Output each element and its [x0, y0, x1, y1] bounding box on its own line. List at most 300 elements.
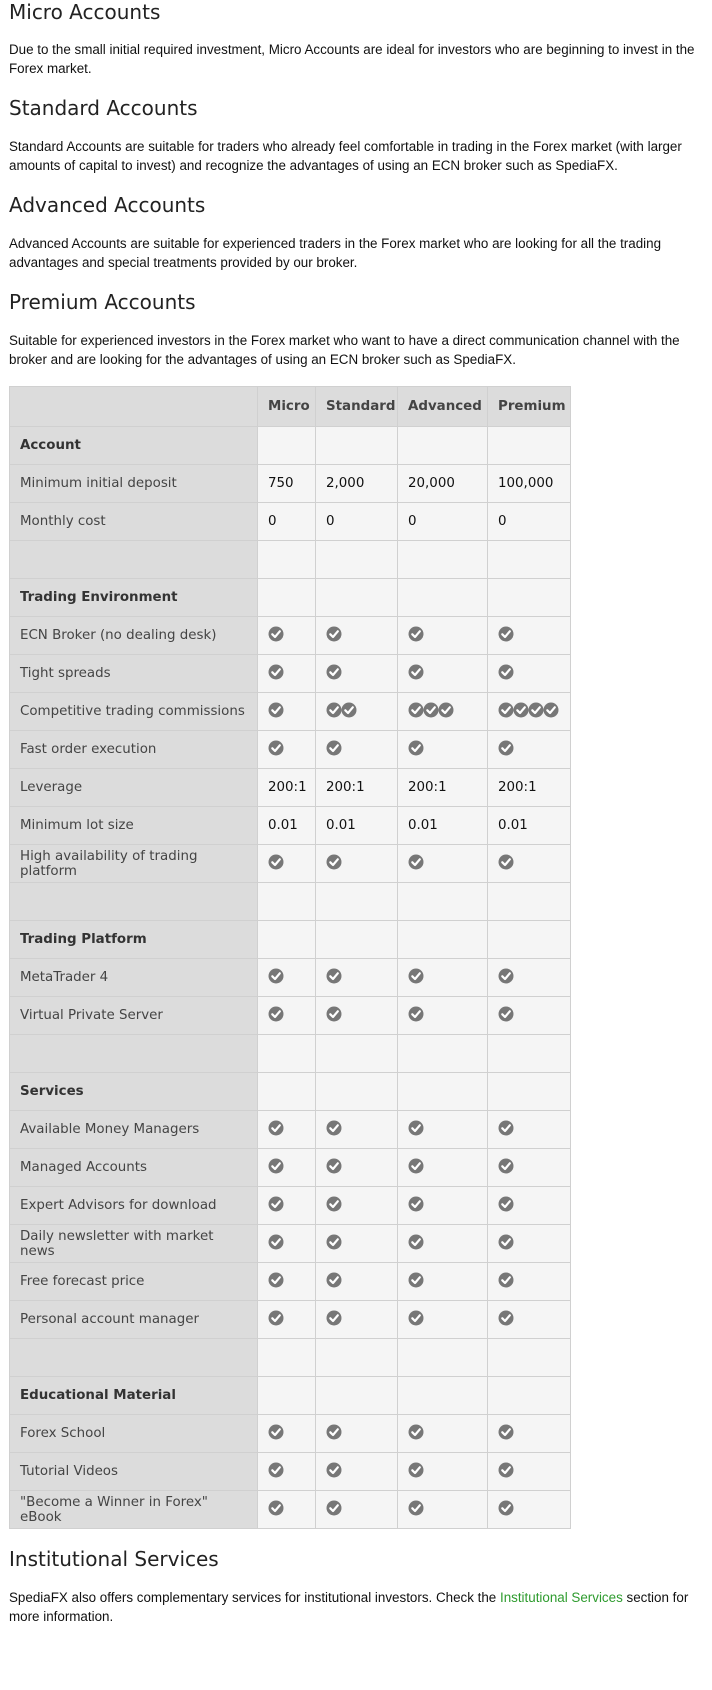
value-cell: 750 — [258, 465, 316, 503]
check-icon — [326, 664, 342, 680]
table-row — [10, 693, 571, 731]
row-label: Available Money Managers — [10, 1111, 258, 1149]
check-icons — [326, 1196, 341, 1212]
check-icons — [498, 968, 513, 984]
value-cell — [258, 883, 316, 921]
row-label: Trading Environment — [10, 579, 258, 617]
table-group-row — [10, 1377, 571, 1415]
check-cell — [316, 1491, 398, 1529]
check-icon — [326, 1424, 342, 1440]
table-group-row — [10, 579, 571, 617]
check-icons — [268, 1272, 283, 1288]
check-icons — [498, 1158, 513, 1174]
check-cell — [316, 959, 398, 997]
row-label: Services — [10, 1073, 258, 1111]
check-icons — [498, 740, 513, 756]
row-label: Minimum lot size — [10, 807, 258, 845]
row-label: Trading Platform — [10, 921, 258, 959]
check-icon — [498, 664, 514, 680]
check-cell — [488, 997, 571, 1035]
check-icon — [326, 968, 342, 984]
check-icon — [268, 1424, 284, 1440]
check-icons — [268, 1006, 283, 1022]
check-cell — [258, 1301, 316, 1339]
check-icon — [326, 626, 342, 642]
check-cell — [316, 731, 398, 769]
check-icons — [408, 1234, 423, 1250]
check-icon — [268, 1500, 284, 1516]
table-row — [10, 1149, 571, 1187]
check-icons — [498, 1500, 513, 1516]
row-label: High availability of trading platform — [10, 845, 258, 883]
check-cell — [398, 1301, 488, 1339]
value-cell — [316, 921, 398, 959]
table-group-row — [10, 1073, 571, 1111]
check-icons — [268, 664, 283, 680]
table-row — [10, 465, 571, 503]
value-cell: 0 — [258, 503, 316, 541]
check-icons — [326, 664, 341, 680]
value-cell — [258, 1339, 316, 1377]
check-icon — [268, 1158, 284, 1174]
check-icons — [326, 702, 356, 718]
check-icon — [268, 1234, 284, 1250]
check-icons — [498, 1310, 513, 1326]
section-advanced-accounts — [9, 193, 703, 272]
check-icon — [408, 1310, 424, 1326]
check-icon — [408, 702, 424, 718]
check-cell — [488, 1263, 571, 1301]
check-icon — [268, 1310, 284, 1326]
table-row — [10, 1491, 571, 1529]
check-cell — [488, 1111, 571, 1149]
check-icon — [268, 664, 284, 680]
check-icon — [268, 702, 284, 718]
check-icons — [326, 1158, 341, 1174]
check-icon — [498, 1462, 514, 1478]
table-row — [10, 1187, 571, 1225]
check-icon — [268, 1006, 284, 1022]
value-cell — [398, 427, 488, 465]
value-cell: 100,000 — [488, 465, 571, 503]
check-cell — [398, 1187, 488, 1225]
value-cell: 200:1 — [316, 769, 398, 807]
check-icon — [408, 968, 424, 984]
section-micro-accounts — [9, 0, 703, 78]
check-cell — [258, 617, 316, 655]
check-icons — [408, 740, 423, 756]
value-cell — [488, 541, 571, 579]
section-institutional-services — [9, 1547, 703, 1626]
check-icon — [498, 702, 514, 718]
account-comparison-table — [9, 386, 571, 1529]
row-label: Daily newsletter with market news — [10, 1225, 258, 1263]
check-icons — [408, 1424, 423, 1440]
check-cell — [258, 1111, 316, 1149]
check-cell — [488, 693, 571, 731]
check-icon — [498, 854, 514, 870]
table-row — [10, 1301, 571, 1339]
value-cell — [258, 1073, 316, 1111]
value-cell: 200:1 — [258, 769, 316, 807]
table-row — [10, 1263, 571, 1301]
check-icons — [408, 1500, 423, 1516]
check-cell — [258, 1187, 316, 1225]
row-label: Virtual Private Server — [10, 997, 258, 1035]
value-cell: 0.01 — [316, 807, 398, 845]
check-icons — [268, 1158, 283, 1174]
value-cell — [488, 1073, 571, 1111]
check-icons — [326, 1234, 341, 1250]
value-cell — [398, 921, 488, 959]
check-icon — [268, 968, 284, 984]
check-icons — [408, 626, 423, 642]
check-cell — [258, 1491, 316, 1529]
check-cell — [316, 1225, 398, 1263]
check-icons — [498, 1272, 513, 1288]
check-icons — [498, 1120, 513, 1136]
check-cell — [258, 845, 316, 883]
check-icon — [326, 1006, 342, 1022]
check-icon — [326, 1272, 342, 1288]
value-cell — [488, 1339, 571, 1377]
check-cell — [316, 1453, 398, 1491]
check-icon — [268, 626, 284, 642]
check-cell — [488, 1301, 571, 1339]
value-cell — [316, 1073, 398, 1111]
check-icon — [408, 1196, 424, 1212]
check-icons — [408, 968, 423, 984]
check-icon — [498, 1272, 514, 1288]
value-cell: 0.01 — [398, 807, 488, 845]
check-icons — [326, 968, 341, 984]
table-row — [10, 503, 571, 541]
value-cell — [258, 427, 316, 465]
check-icons — [498, 626, 513, 642]
section-title: Standard Accounts — [9, 96, 198, 120]
value-cell: 2,000 — [316, 465, 398, 503]
check-icons — [268, 1234, 283, 1250]
value-cell — [398, 1339, 488, 1377]
check-cell — [316, 1263, 398, 1301]
value-cell — [258, 541, 316, 579]
check-cell — [316, 693, 398, 731]
check-cell — [316, 1149, 398, 1187]
section-title: Micro Accounts — [9, 0, 161, 24]
row-label: Managed Accounts — [10, 1149, 258, 1187]
check-icons — [408, 1196, 423, 1212]
check-icons — [326, 740, 341, 756]
check-icons — [326, 1272, 341, 1288]
check-icon — [326, 1158, 342, 1174]
table-row — [10, 731, 571, 769]
value-cell — [488, 921, 571, 959]
table-row — [10, 883, 571, 921]
check-icons — [268, 702, 283, 718]
value-cell — [488, 427, 571, 465]
check-cell — [488, 1453, 571, 1491]
check-icon — [326, 1500, 342, 1516]
check-icon — [408, 1158, 424, 1174]
check-icon — [498, 968, 514, 984]
check-icons — [268, 1310, 283, 1326]
header-cell-premium: Premium — [488, 387, 571, 427]
section-title: Premium Accounts — [9, 290, 196, 314]
check-cell — [488, 1415, 571, 1453]
check-icon — [408, 626, 424, 642]
check-cell — [258, 1453, 316, 1491]
value-cell — [316, 579, 398, 617]
check-icons — [408, 854, 423, 870]
check-icon — [408, 1234, 424, 1250]
check-cell — [258, 1415, 316, 1453]
check-icon — [498, 1158, 514, 1174]
check-icon — [498, 740, 514, 756]
check-cell — [398, 1225, 488, 1263]
row-label: MetaTrader 4 — [10, 959, 258, 997]
check-icons — [268, 1424, 283, 1440]
check-icon — [438, 702, 454, 718]
section-title: Advanced Accounts — [9, 193, 206, 217]
check-icon — [326, 1462, 342, 1478]
check-icons — [498, 1424, 513, 1440]
table-row — [10, 845, 571, 883]
check-icon — [408, 1006, 424, 1022]
check-icons — [498, 1006, 513, 1022]
table-row — [10, 1453, 571, 1491]
check-icon — [498, 1120, 514, 1136]
value-cell — [488, 1377, 571, 1415]
check-cell — [398, 617, 488, 655]
table-row — [10, 1225, 571, 1263]
check-cell — [398, 1453, 488, 1491]
check-icon — [498, 1234, 514, 1250]
check-icon — [528, 702, 544, 718]
check-icons — [408, 1006, 423, 1022]
table-row — [10, 959, 571, 997]
check-icons — [326, 1120, 341, 1136]
value-cell: 0 — [488, 503, 571, 541]
check-icon — [326, 854, 342, 870]
check-icon — [326, 740, 342, 756]
check-icon — [423, 702, 439, 718]
check-cell — [488, 1491, 571, 1529]
check-cell — [488, 1187, 571, 1225]
check-icons — [326, 1500, 341, 1516]
check-icon — [268, 1272, 284, 1288]
check-icon — [408, 1500, 424, 1516]
value-cell — [258, 921, 316, 959]
value-cell — [258, 1035, 316, 1073]
check-icons — [268, 968, 283, 984]
section-text: Suitable for experienced investors in the Forex market who want to have a direct communication channel with the broker and are looking for the advantages of using an ECN broker such as SpediaFX. — [9, 333, 680, 367]
value-cell — [316, 541, 398, 579]
value-cell — [488, 883, 571, 921]
check-icon — [268, 854, 284, 870]
check-icons — [498, 702, 558, 718]
check-icon — [498, 1196, 514, 1212]
table-row — [10, 1035, 571, 1073]
row-label: Monthly cost — [10, 503, 258, 541]
row-label — [10, 883, 258, 921]
table-group-row — [10, 921, 571, 959]
check-icons — [498, 854, 513, 870]
check-cell — [488, 959, 571, 997]
value-cell — [316, 1377, 398, 1415]
value-cell — [398, 1035, 488, 1073]
value-cell — [398, 883, 488, 921]
text-before-link: SpediaFX also offers complementary services for institutional investors. Check the — [9, 1590, 500, 1605]
check-icon — [513, 702, 529, 718]
table-row — [10, 617, 571, 655]
check-icons — [326, 1424, 341, 1440]
row-label — [10, 1035, 258, 1073]
check-icon — [408, 1120, 424, 1136]
check-cell — [258, 1149, 316, 1187]
value-cell: 200:1 — [398, 769, 488, 807]
value-cell — [398, 1377, 488, 1415]
row-label: Fast order execution — [10, 731, 258, 769]
row-label: Competitive trading commissions — [10, 693, 258, 731]
value-cell — [316, 427, 398, 465]
check-cell — [488, 655, 571, 693]
section-text: Standard Accounts are suitable for traders who already feel comfortable in trading in the Forex market (with larger amounts of capital to invest) and recognize the advantages of using an ECN broker such as SpediaFX. — [9, 139, 682, 173]
table-row — [10, 655, 571, 693]
check-icons — [326, 626, 341, 642]
value-cell — [398, 579, 488, 617]
check-icons — [498, 1234, 513, 1250]
check-icon — [498, 1006, 514, 1022]
check-cell — [316, 845, 398, 883]
table-row — [10, 1111, 571, 1149]
value-cell: 0.01 — [488, 807, 571, 845]
check-icon — [408, 664, 424, 680]
check-icons — [408, 1462, 423, 1478]
check-cell — [258, 1263, 316, 1301]
check-cell — [398, 1111, 488, 1149]
check-icon — [498, 626, 514, 642]
check-icons — [408, 1272, 423, 1288]
check-icons — [326, 1310, 341, 1326]
check-icons — [268, 1500, 283, 1516]
header-cell-blank — [10, 387, 258, 427]
check-icon — [498, 1424, 514, 1440]
check-cell — [316, 1187, 398, 1225]
check-icon — [268, 1196, 284, 1212]
check-icon — [326, 1196, 342, 1212]
value-cell: 0.01 — [258, 807, 316, 845]
check-cell — [398, 1491, 488, 1529]
row-label: Personal account manager — [10, 1301, 258, 1339]
row-label: Educational Material — [10, 1377, 258, 1415]
check-icon — [498, 1500, 514, 1516]
value-cell: 0 — [398, 503, 488, 541]
section-text — [9, 1588, 703, 1626]
check-cell — [316, 655, 398, 693]
check-icons — [268, 1196, 283, 1212]
value-cell — [488, 1035, 571, 1073]
check-cell — [488, 617, 571, 655]
section-standard-accounts — [9, 96, 703, 175]
check-cell — [316, 617, 398, 655]
check-icon — [268, 1462, 284, 1478]
institutional-services-link[interactable]: Institutional Services — [499, 1590, 623, 1605]
value-cell — [258, 579, 316, 617]
check-icon — [498, 1310, 514, 1326]
check-icons — [268, 1462, 283, 1478]
check-icons — [408, 702, 453, 718]
table-row — [10, 997, 571, 1035]
check-cell — [258, 997, 316, 1035]
check-cell — [316, 1301, 398, 1339]
text-after-link: section for more information. — [9, 1590, 689, 1624]
value-cell — [258, 1377, 316, 1415]
check-cell — [398, 655, 488, 693]
check-icons — [268, 626, 283, 642]
check-cell — [398, 845, 488, 883]
check-icons — [408, 1120, 423, 1136]
check-icon — [408, 1272, 424, 1288]
value-cell — [316, 1035, 398, 1073]
check-icons — [498, 1462, 513, 1478]
value-cell: 200:1 — [488, 769, 571, 807]
row-label: Account — [10, 427, 258, 465]
check-cell — [398, 959, 488, 997]
value-cell: 0 — [316, 503, 398, 541]
row-label: Tight spreads — [10, 655, 258, 693]
section-text: Advanced Accounts are suitable for experienced traders in the Forex market who are looking for all the trading advantages and special treatments provided by our broker. — [9, 236, 662, 270]
check-icons — [268, 740, 283, 756]
value-cell — [398, 1073, 488, 1111]
section-title: Institutional Services — [9, 1547, 219, 1571]
check-cell — [258, 693, 316, 731]
check-icon — [408, 854, 424, 870]
header-cell-standard: Standard — [316, 387, 398, 427]
check-icons — [408, 1158, 423, 1174]
check-cell — [258, 1225, 316, 1263]
header-cell-advanced: Advanced — [398, 387, 488, 427]
table-row — [10, 807, 571, 845]
check-cell — [316, 1111, 398, 1149]
check-icons — [326, 1462, 341, 1478]
row-label — [10, 1339, 258, 1377]
header-cell-micro: Micro — [258, 387, 316, 427]
row-label: Expert Advisors for download — [10, 1187, 258, 1225]
check-cell — [488, 845, 571, 883]
row-label: "Become a Winner in Forex" eBook — [10, 1491, 258, 1529]
section-text: Due to the small initial required investment, Micro Accounts are ideal for investors who are beginning to invest in the Forex market. — [9, 42, 695, 76]
check-cell — [316, 1415, 398, 1453]
check-cell — [398, 1415, 488, 1453]
check-cell — [398, 1149, 488, 1187]
check-icon — [408, 1424, 424, 1440]
check-icon — [268, 740, 284, 756]
row-label: Free forecast price — [10, 1263, 258, 1301]
check-icon — [326, 1310, 342, 1326]
check-icons — [498, 664, 513, 680]
check-cell — [398, 1263, 488, 1301]
row-label: Tutorial Videos — [10, 1453, 258, 1491]
check-icon — [341, 702, 357, 718]
section-premium-accounts — [9, 290, 703, 369]
check-cell — [488, 731, 571, 769]
row-label: ECN Broker (no dealing desk) — [10, 617, 258, 655]
table-header-row — [10, 387, 571, 427]
row-label: Forex School — [10, 1415, 258, 1453]
check-cell — [398, 997, 488, 1035]
check-cell — [258, 655, 316, 693]
value-cell — [488, 579, 571, 617]
